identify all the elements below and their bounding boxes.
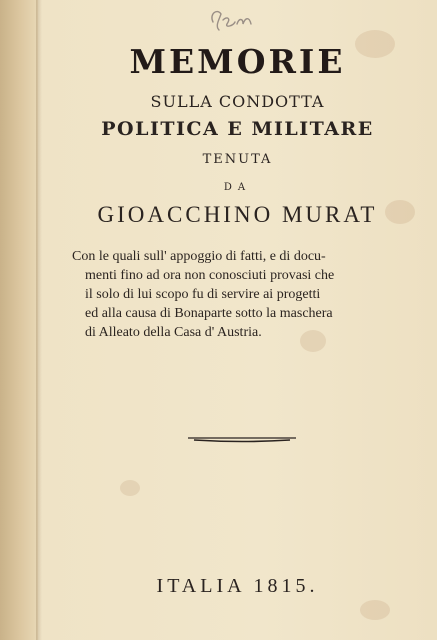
subtitle-line-1: SULLA CONDOTTA (150, 92, 325, 111)
subtitle-line-2: POLITICA E MILITARE (101, 118, 374, 140)
book-spine (0, 0, 38, 640)
description-line: Con le quali sull' appoggio di fatti, e di docu- (72, 249, 326, 264)
ornamental-rule (186, 435, 298, 443)
paper-stain (120, 480, 140, 496)
subtitle-line-4: DA (223, 182, 252, 193)
description-line: ed alla causa di Bonaparte sotto la maschera (85, 306, 333, 321)
description-line: di Alleato della Casa d' Austria. (85, 325, 262, 340)
subtitle-line-3: TENUTA (202, 152, 273, 167)
page-title: MEMORIE (129, 42, 346, 81)
description-line: menti fino ad ora non conosciuti provasi che (85, 268, 335, 283)
description-line: il solo di lui scopo fu di servire ai progetti (85, 287, 321, 302)
handwritten-pencil-mark (207, 4, 255, 34)
author-name: GIOACCHINO MURAT (97, 202, 378, 227)
paper-stain (360, 600, 390, 620)
imprint-place-date: ITALIA 1815. (156, 575, 319, 597)
description-paragraph (72, 247, 402, 342)
